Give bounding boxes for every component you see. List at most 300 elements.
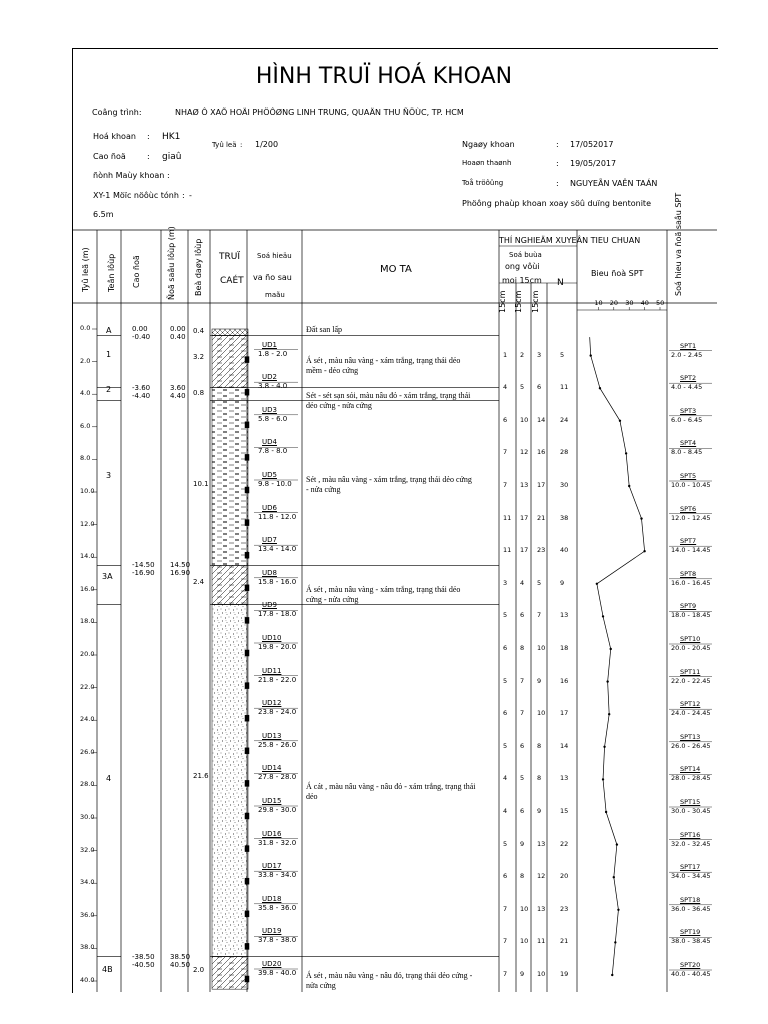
sample-range: 3.8 - 4.0 [258,382,288,391]
layer-name: 3A [102,571,113,581]
sample-range: 31.8 - 32.0 [258,838,297,847]
layer-description: Sét - sét sạn sỏi, màu nâu đỏ - xám trắng, trạng thái dẻo cứng - nửa cứng [306,390,471,410]
depth-tick-label: 34.0 [80,878,95,887]
header-sample-3: maãu [265,291,285,299]
spt-point [617,909,619,911]
layer-depth-bottom: 0.40 [170,333,186,341]
sample-range: 23.8 - 24.0 [258,708,297,717]
info-right-label: Hoaøn thaønh [462,159,512,167]
sample-marker [245,976,249,982]
spt-id: SPT19 [680,928,701,937]
sample-range: 5.8 - 6.0 [258,414,288,423]
layer-elevation-top: -14.50 [132,561,155,570]
spt-point [640,517,642,519]
layer-thickness: 21.6 [193,772,209,781]
layer-description: Á cát , màu nâu vàng - nâu đỏ - xám trắng, trạng thái dẻo [306,781,476,801]
spt-id: SPT7 [680,537,697,546]
header-spt-title: THÍ NGHIEÄM XUYEÂN TIEU CHUAN [499,236,641,245]
sample-id: UD2 [262,373,277,382]
sample-range: 19.8 - 20.0 [258,643,297,651]
sample-id: UD15 [262,797,282,805]
spt-axis-tick-label: 40 [640,299,649,307]
spt-point [610,648,612,650]
layer-elevation-top: -3.60 [132,383,151,392]
sample-id: UD3 [262,405,277,414]
spt-range: 12.0 - 12.45 [671,513,711,522]
depth-tick-label: 6.0 [80,421,91,430]
header-column-2: CAÉT [220,276,244,286]
spt-blow-3: 13 [537,904,546,913]
spt-point [602,615,604,617]
spt-blow-1: 6 [503,644,508,652]
info-left-sep: : [147,152,150,161]
header-n2: 15cm [514,290,523,313]
spt-blow-3: 7 [537,611,542,620]
sample-marker [245,487,249,493]
spt-blow-1: 4 [503,383,508,392]
sample-range: 21.8 - 22.0 [258,675,297,684]
spt-id: SPT6 [680,504,697,513]
info-right-sep: : [556,140,559,149]
spt-blow-2: 8 [520,872,525,881]
depth-tick-label: 32.0 [80,845,95,854]
header-elevation: Cao ñoä [132,255,141,288]
spt-n-value: 18 [560,644,569,652]
sample-range: 27.8 - 28.0 [258,773,297,782]
sample-marker [245,552,249,558]
spt-id: SPT11 [680,667,701,676]
sample-marker [245,617,249,623]
spt-blow-3: 14 [537,415,546,424]
sample-id: UD9 [262,601,277,610]
sample-id: UD18 [262,894,282,903]
depth-tick-label: 10.0 [80,487,95,495]
sample-id: UD5 [262,471,277,479]
layer-thickness: 2.4 [193,578,205,587]
layer-description: Sét , màu nâu vàng - xám trắng, trạng thái dẻo cứng - nửa cứng [306,475,472,495]
depth-tick-label: 30.0 [80,813,95,821]
spt-blow-2: 8 [520,644,525,652]
spt-blow-3: 10 [537,644,546,652]
sample-range: 33.8 - 34.0 [258,871,297,880]
spt-id: SPT20 [680,961,701,969]
spt-point [628,485,630,487]
layer-elevation-bottom: -16.90 [132,569,155,578]
spt-blow-3: 23 [537,546,546,555]
sample-marker [245,878,249,884]
soil-column-layer [212,957,248,990]
spt-blow-3: 5 [537,578,542,587]
soil-column-layer [212,329,248,336]
spt-id: SPT18 [680,895,701,904]
scale-value: 1/200 [255,140,279,149]
depth-tick-label: 0.0 [80,324,91,332]
spt-blow-2: 7 [520,676,525,685]
spt-id: SPT3 [680,406,697,415]
sample-marker [245,748,249,754]
spt-range: 6.0 - 6.45 [671,415,703,424]
spt-blow-3: 3 [537,350,542,359]
header-column-1: TRUÏ [219,252,240,262]
spt-blow-3: 17 [537,481,546,489]
info-left-value: giaû [162,152,182,162]
spt-blow-2: 17 [520,513,529,522]
spt-range: 34.0 - 34.45 [671,872,711,881]
spt-point [606,680,608,682]
layer-depth-bottom: 16.90 [170,569,191,578]
sample-id: UD14 [262,764,282,773]
spt-blow-3: 10 [537,709,546,718]
depth-tick-label: 4.0 [80,389,91,398]
layer-name: 2 [106,385,112,395]
sample-marker [245,389,249,395]
spt-id: SPT5 [680,472,697,480]
spt-blow-2: 10 [520,415,529,424]
sample-range: 1.8 - 2.0 [258,349,288,358]
info-right-value: 19/05/2017 [570,159,617,168]
spt-id: SPT4 [680,439,697,448]
layer-name: 1 [106,350,112,360]
header-n3: 15cm [531,290,540,313]
layer-depth-bottom: 40.50 [170,960,191,969]
header-sample-1: Soá hieäu [257,252,292,260]
layer-description: Á sét , màu nâu vàng - xám trắng, trạng thái dẻo cứng - nửa cứng [306,584,461,604]
spt-blow-2: 6 [520,807,525,815]
spt-blow-3: 12 [537,872,546,881]
header-blows-2: ong vôùi [505,262,540,271]
depth-tick-label: 16.0 [80,584,95,593]
spt-blow-3: 8 [537,741,542,750]
spt-id: SPT17 [680,863,701,872]
spt-blow-2: 17 [520,546,529,555]
spt-blow-3: 8 [537,774,542,783]
soil-column-layer [212,401,248,566]
sample-marker [245,585,249,591]
spt-id: SPT1 [680,341,697,350]
sample-id: UD19 [262,927,282,936]
spt-id: SPT13 [680,732,701,741]
info-left-value: HK1 [162,132,181,142]
layer-name: 4 [106,773,112,783]
sample-range: 29.8 - 30.0 [258,806,297,814]
spt-blow-1: 5 [503,611,508,620]
layer-depth-top: 38.50 [170,952,191,961]
depth-tick-label: 26.0 [80,747,95,756]
spt-range: 28.0 - 28.45 [671,774,711,783]
sample-marker [245,650,249,656]
spt-n-value: 22 [560,839,569,848]
spt-range: 36.0 - 36.45 [671,904,711,913]
spt-n-value: 23 [560,904,569,913]
spt-range: 18.0 - 18.45 [671,611,711,620]
spt-blow-3: 11 [537,937,546,946]
layer-depth-top: 3.60 [170,383,186,392]
spt-n-value: 21 [560,937,569,946]
sample-marker [245,813,249,819]
depth-tick-label: 28.0 [80,780,95,789]
header-n: N [557,278,564,288]
header-blows-1: Soá buùa [509,251,542,259]
sample-range: 17.8 - 18.0 [258,610,297,619]
spt-n-value: 9 [560,578,565,587]
info-right-value: NGUYEÃN VAÊN TAÁN [570,179,658,188]
spt-blow-1: 7 [503,970,508,978]
layer-thickness: 2.0 [193,966,205,975]
spt-point [602,778,604,780]
spt-point [596,583,598,585]
spt-n-value: 16 [560,676,569,685]
spt-n-value: 30 [560,481,569,489]
layer-depth-bottom: 4.40 [170,391,186,400]
spt-id: SPT9 [680,602,697,611]
spt-blow-1: 4 [503,807,508,815]
header-description: MO TA [380,264,412,275]
spt-point [613,876,615,878]
spt-axis-tick-label: 10 [594,299,603,307]
layer-thickness: 0.4 [193,327,205,336]
layer-description: Đất san lấp [306,324,342,334]
spt-blow-1: 5 [503,741,508,750]
header-depth: Ñoä saâu lôùp (m) [167,226,176,300]
depth-tick-label: 8.0 [80,454,91,463]
spt-n-value: 24 [560,415,569,424]
sample-marker [245,683,249,689]
depth-tick-label: 18.0 [80,617,95,626]
soil-column-layer [212,604,248,956]
header-thickness: Beà daøy lôùp [194,238,203,296]
sample-marker [245,454,249,460]
spt-blow-1: 4 [503,774,508,783]
spt-range: 8.0 - 8.45 [671,448,703,457]
spt-n-value: 20 [560,872,569,881]
info-right-label: Toå tröôûng [462,179,504,187]
drilling-method: Phöông phaùp khoan xoay söû duïng bentonite [462,199,651,208]
soil-column-layer [212,565,248,604]
spt-point [599,387,601,389]
spt-range: 16.0 - 16.45 [671,578,711,587]
spt-n-value: 15 [560,807,569,815]
scale-sep: : [240,141,243,149]
depth-tick-label: 22.0 [80,682,95,691]
depth-tick-label: 20.0 [80,650,95,658]
spt-blow-2: 9 [520,839,525,848]
spt-n-value: 19 [560,970,569,978]
soil-column-layer [212,336,248,388]
sample-id: UD4 [262,438,277,447]
sample-marker [245,846,249,852]
spt-blow-1: 5 [503,676,508,685]
layer-elevation-top: -38.50 [132,952,155,961]
spt-blow-2: 7 [520,709,525,718]
spt-blow-1: 7 [503,481,508,489]
spt-n-value: 5 [560,350,565,359]
spt-id: SPT16 [680,830,701,839]
spt-blow-2: 10 [520,904,529,913]
header-n1: 15cm [498,290,507,313]
sample-marker [245,911,249,917]
spt-n-value: 14 [560,741,569,750]
spt-axis-tick-label: 30 [625,299,634,307]
layer-description: Á sét , màu nâu vàng - nâu đỏ, trạng thái dẻo cứng - nửa cứng [306,970,473,990]
spt-range: 24.0 - 24.45 [671,709,711,718]
spt-blow-1: 6 [503,415,508,424]
sample-id: UD16 [262,829,282,838]
spt-range: 14.0 - 14.45 [671,546,711,555]
spt-blow-2: 9 [520,970,525,978]
header-spt-number: Soá hieu va ñoä saâu SPT [674,192,683,296]
depth-tick-label: 12.0 [80,519,95,528]
spt-blow-3: 9 [537,676,542,685]
info-left-sep: : [147,132,150,141]
spt-range: 22.0 - 22.45 [671,676,711,685]
spt-blow-1: 7 [503,448,508,457]
info-left-label: XY-1 Möïc nöôùc tónh [93,191,179,200]
info-right-sep: : [556,159,559,168]
spt-blow-3: 6 [537,383,542,392]
spt-blow-3: 21 [537,513,546,522]
sample-id: UD17 [262,862,282,871]
sample-marker [245,715,249,721]
spt-blow-2: 6 [520,611,525,620]
sample-id: UD20 [262,960,282,968]
layer-thickness: 0.8 [193,389,205,398]
page-title: HÌNH TRUÏ HOÁ KHOAN [255,64,513,89]
layer-elevation-bottom: -0.40 [132,333,151,341]
layer-thickness: 3.2 [193,353,205,362]
depth-tick-label: 36.0 [80,910,95,919]
spt-point [625,452,627,454]
info-right-label: Ngaøy khoan [462,140,515,149]
spt-blow-1: 5 [503,839,508,848]
spt-blow-1: 7 [503,904,508,913]
layer-elevation-top: 0.00 [132,325,148,333]
spt-blow-1: 6 [503,709,508,718]
depth-tick-label: 24.0 [80,715,95,724]
info-right-value: 17/052017 [570,140,614,149]
spt-blow-1: 1 [503,350,508,359]
spt-range: 10.0 - 10.45 [671,481,711,489]
spt-id: SPT2 [680,374,697,383]
header-layer: Teân lôùp [107,253,116,292]
project-name: NHAØ Ô XAÕ HOÄI PHÖÔØNG LINH TRUNG, QUAÄN THU ÑÖÙC, TP. HCM [175,108,464,117]
spt-axis-tick-label: 50 [656,299,665,307]
spt-n-value: 13 [560,774,569,783]
sample-range: 9.8 - 10.0 [258,480,292,488]
spt-n-value: 28 [560,448,569,457]
info-left-value: - [189,191,192,200]
layer-elevation-bottom: -40.50 [132,960,155,969]
spt-range: 4.0 - 4.45 [671,383,703,392]
spt-blow-3: 9 [537,807,542,815]
sample-id: UD10 [262,634,282,642]
depth-tick-label: 2.0 [80,356,91,365]
spt-id: SPT14 [680,765,701,774]
spt-n-value: 40 [560,546,569,555]
layer-name: 3 [106,470,112,480]
header-sample-2: va ño sau [253,273,292,282]
sample-id: UD12 [262,699,282,708]
header-scale: Tyû leä (m) [81,247,90,292]
sample-range: 39.8 - 40.0 [258,969,297,977]
spt-point [608,713,610,715]
info-left-label: Cao ñoä [93,152,126,161]
project-label: Coâng trình: [92,108,142,117]
sample-range: 13.4 - 14.0 [258,545,297,554]
spt-point [614,941,616,943]
spt-blow-2: 5 [520,383,525,392]
info-right-sep: : [556,179,559,188]
spt-blow-1: 6 [503,872,508,881]
scale-label: Tyû leä [212,141,237,149]
sample-id: UD7 [262,536,277,545]
sample-range: 37.8 - 38.0 [258,936,297,945]
spt-id: SPT12 [680,700,701,709]
info-left-label: ñònh Maùy khoan [93,171,165,180]
spt-blow-2: 12 [520,448,529,457]
spt-range: 38.0 - 38.45 [671,937,711,946]
spt-range: 40.0 - 40.45 [671,970,711,978]
soil-column-layer [212,388,248,401]
spt-point [643,550,645,552]
sample-id: UD1 [262,340,277,349]
sample-marker [245,520,249,526]
spt-blow-3: 10 [537,970,546,978]
header-spt-graph: Bieu ñoà SPT [591,269,644,278]
spt-n-value: 38 [560,513,569,522]
header-blows-3: moi 15cm [502,276,542,285]
spt-point [619,420,621,422]
depth-tick-label: 14.0 [80,552,95,561]
spt-id: SPT15 [680,798,701,806]
spt-id: SPT8 [680,569,697,578]
depth-tick-label: 40.0 [80,976,95,984]
layer-description: Á sét , màu nâu vàng - xám trắng, trạng thái dẻo mềm - dẻo cứng [306,356,461,376]
spt-blow-3: 13 [537,839,546,848]
spt-blow-1: 3 [503,578,508,587]
sample-marker [245,422,249,428]
spt-range: 20.0 - 20.45 [671,644,711,652]
spt-blow-1: 7 [503,937,508,946]
sample-id: UD6 [262,503,277,512]
spt-blow-2: 2 [520,350,525,359]
layer-depth-top: 14.50 [170,561,191,570]
spt-range: 30.0 - 30.45 [671,807,711,815]
sample-marker [245,780,249,786]
sample-range: 7.8 - 8.0 [258,447,288,456]
spt-n-value: 17 [560,709,569,718]
sample-id: UD11 [262,666,282,675]
spt-blow-2: 4 [520,578,525,587]
spt-blow-2: 6 [520,741,525,750]
sample-id: UD13 [262,731,282,740]
spt-point [590,354,592,356]
info-left-sep: : [182,191,185,200]
spt-blow-2: 5 [520,774,525,783]
info-left-label: Hoá khoan [93,132,136,141]
layer-name: 4B [102,964,113,974]
layer-depth-top: 0.00 [170,325,186,333]
spt-n-value: 13 [560,611,569,620]
info-left-sep: : [167,171,170,180]
spt-blow-1: 11 [503,513,512,522]
spt-blow-1: 11 [503,546,512,555]
spt-curve [590,337,645,975]
sample-marker [245,357,249,363]
layer-name: A [106,326,112,336]
sample-range: 25.8 - 26.0 [258,740,297,749]
info-left-label: 6.5m [93,210,114,219]
spt-blow-3: 16 [537,448,546,457]
